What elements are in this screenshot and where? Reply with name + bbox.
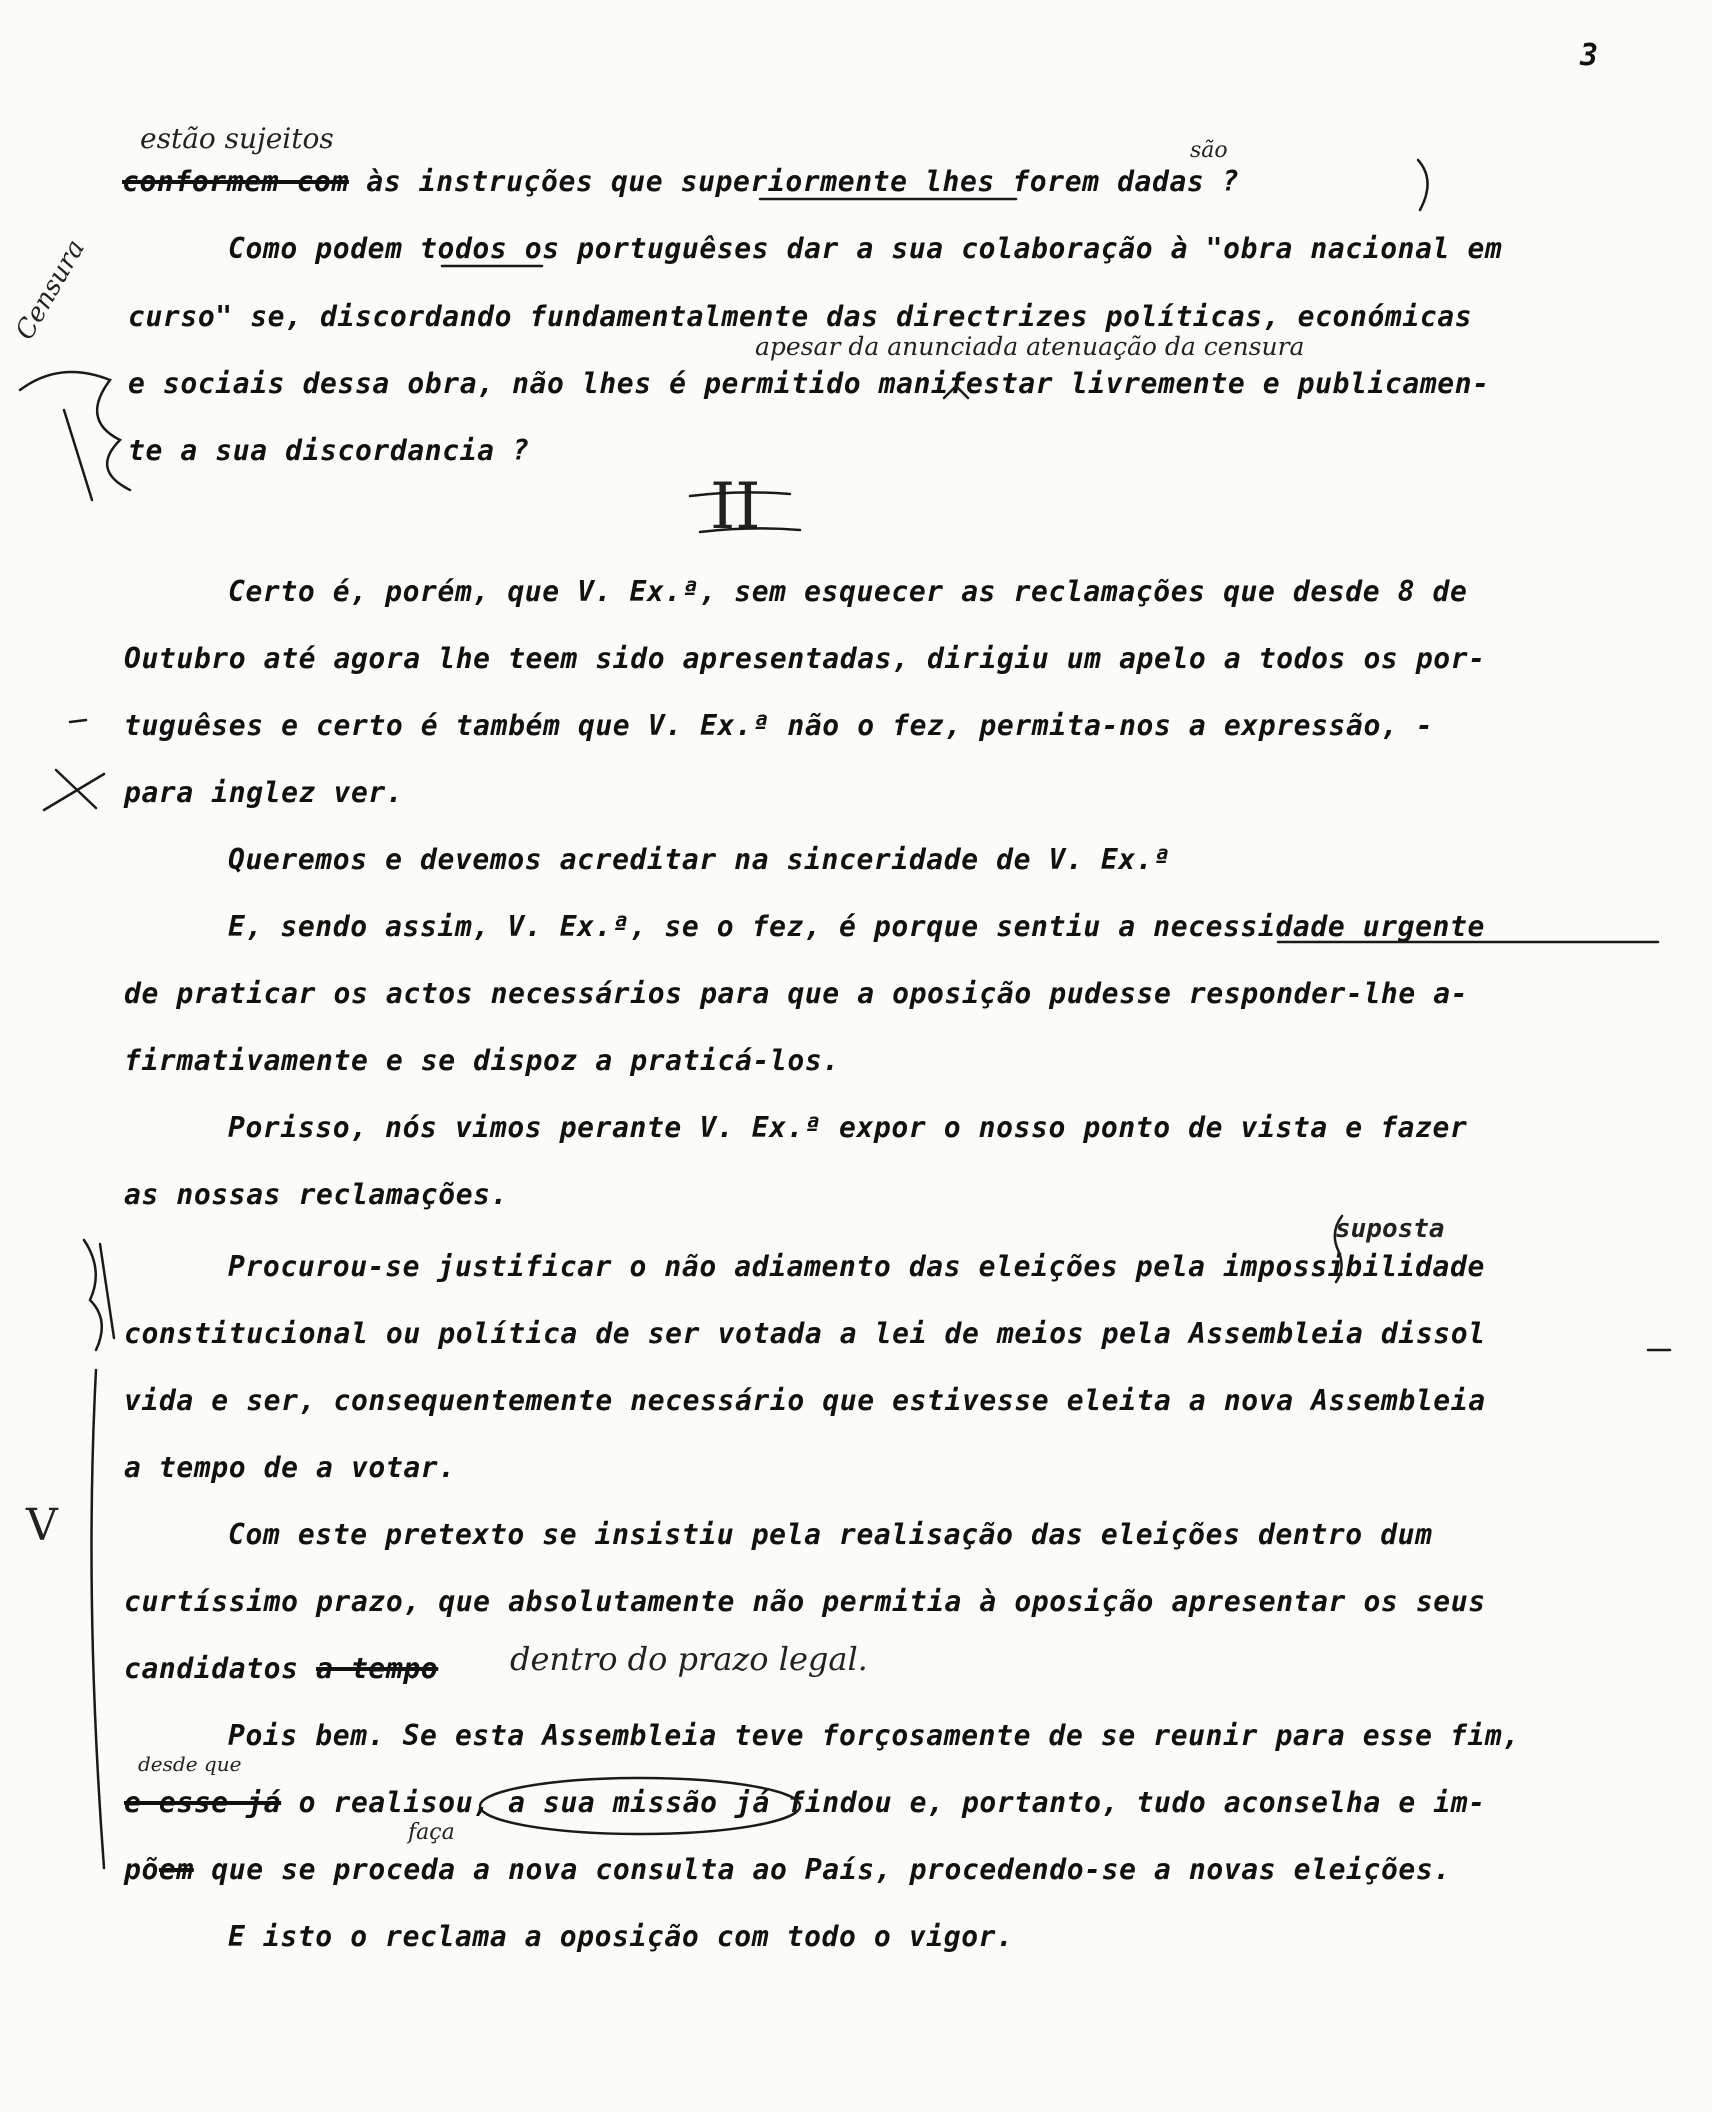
handwritten-note: são [1190,138,1228,163]
typed-line: te a sua discordancia ? [128,434,530,467]
roman-numeral-marker: II [710,470,761,544]
typed-line: e esse já o realisou, a sua missão já findou e, portanto, tudo aconselha e im- [124,1786,1486,1819]
typed-line: E isto o reclama a oposição com todo o vigor. [228,1920,1014,1953]
handwritten-note: faça [408,1820,455,1845]
typed-line: Outubro até agora lhe teem sido apresentadas, dirigiu um apelo a todos os por- [124,642,1486,675]
typed-line: E, sendo assim, V. Ex.ª, se o fez, é porque sentiu a necessidade urgente [228,910,1485,943]
page-number: 3 [1580,38,1599,73]
typed-line: tuguêses e certo é também que V. Ex.ª não o fez, permita-nos a expressão, - [124,709,1434,742]
handwritten-note: suposta [1335,1214,1445,1244]
typed-line: constitucional ou política de ser votada a lei de meios pela Assembleia dissol [124,1317,1486,1350]
typed-line: Pois bem. Se esta Assembleia teve forçosamente de se reunir para esse fim, [228,1719,1520,1752]
typed-line: vida e ser, consequentemente necessário que estivesse eleita a nova Assembleia [124,1384,1486,1417]
typed-line: firmativamente e se dispoz a praticá-los. [124,1044,840,1077]
typed-line: Queremos e devemos acreditar na sinceridade de V. Ex.ª [228,843,1171,876]
typed-line: para inglez ver. [124,776,404,809]
handwritten-note: dentro do prazo legal. [510,1640,868,1678]
handwritten-note: apesar da anunciada atenuação da censura [755,332,1305,361]
margin-note: Censura [10,234,92,345]
typed-line: curso" se, discordando fundamentalmente das directrizes políticas, económicas [128,300,1473,333]
typed-line: curtíssimo prazo, que absolutamente não permitia à oposição apresentar os seus [124,1585,1486,1618]
typed-line: põem que se proceda a nova consulta ao País, procedendo-se a novas eleições. [124,1853,1451,1886]
typed-line: Porisso, nós vimos perante V. Ex.ª expor o nosso ponto de vista e fazer [228,1111,1468,1144]
typed-line: conformem com às instruções que superiormente lhes forem dadas ? [122,165,1240,198]
typed-line: Com este pretexto se insistiu pela realisação das eleições dentro dum [228,1518,1433,1551]
margin-check-mark: V [26,1500,58,1551]
typed-line: e sociais dessa obra, não lhes é permitido manifestar livremente e publicamen- [128,367,1490,400]
typed-line: as nossas reclamações. [124,1178,509,1211]
handwritten-note: desde que [138,1752,242,1776]
handwritten-note: estão sujeitos [140,122,334,155]
typed-line: de praticar os actos necessários para que a oposição pudesse responder-lhe a- [124,977,1469,1010]
typed-line: Procurou-se justificar o não adiamento das eleições pela impossibilidade [228,1250,1485,1283]
typed-line: a tempo de a votar. [124,1451,456,1484]
typed-line: Certo é, porém, que V. Ex.ª, sem esquecer as reclamações que desde 8 de [228,575,1468,608]
typed-line: Como podem todos os portuguêses dar a sua colaboração à "obra nacional em [228,232,1503,265]
typed-line: candidatos a tempo [124,1652,439,1685]
